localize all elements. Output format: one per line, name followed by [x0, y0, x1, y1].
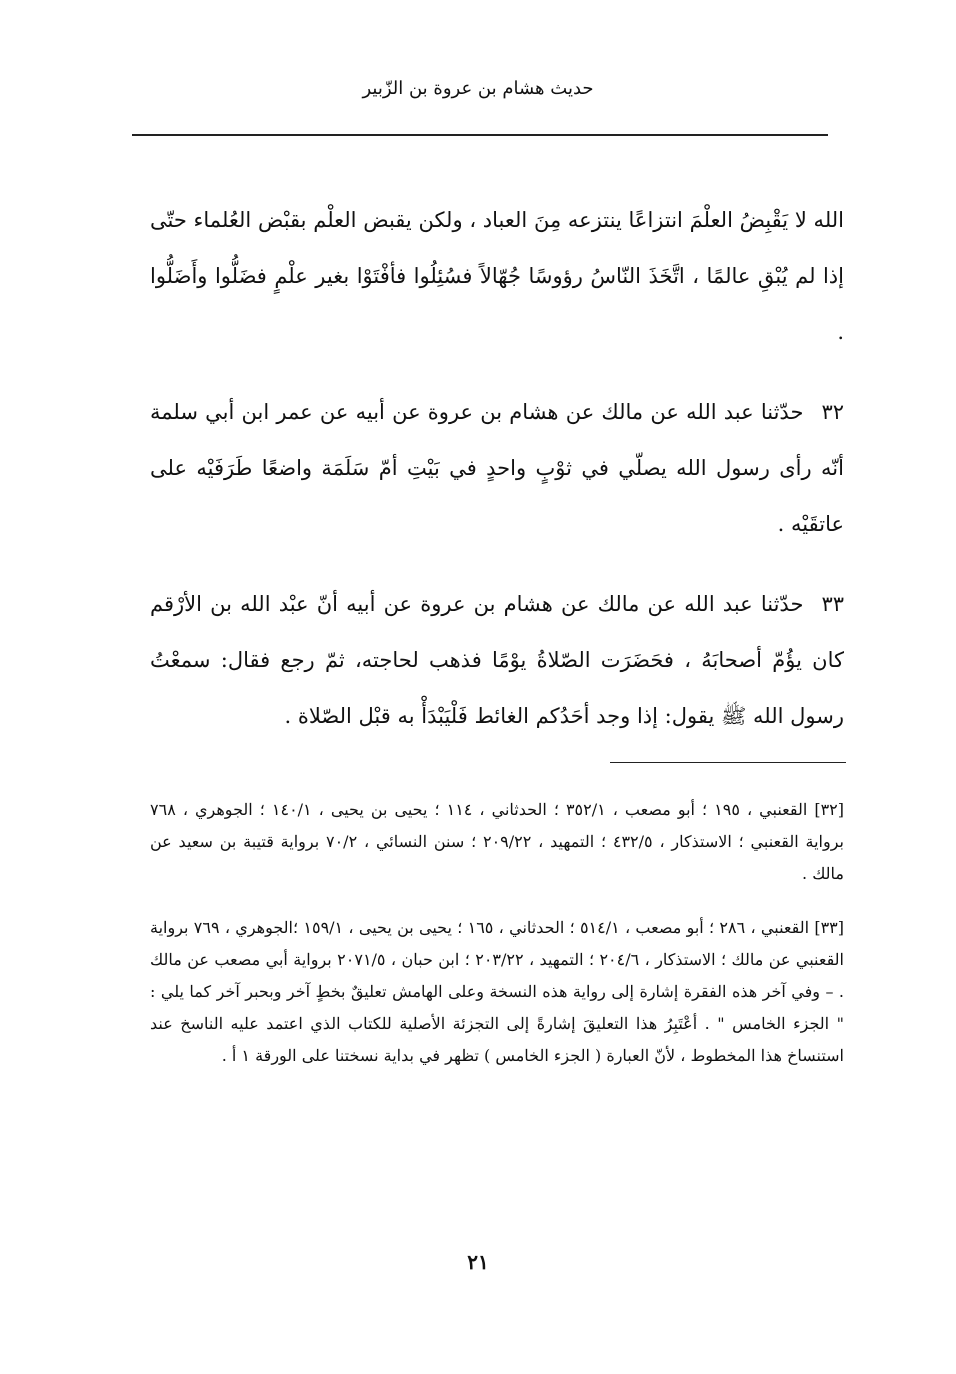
paragraph-text: حدّثنا عبد الله عن مالك عن هشام بن عروة عن أبيه عن عمر ابن أبي سلمة أنّه رأى رسول الله يصلّي في ثوْبٍ واحدٍ في بَيْتِ أمّ سَلَمَة واضعًا طَرَفَيْه على عاتقَيْه . [150, 400, 844, 536]
running-header: حديث هشام بن عروة بن الزّبير [362, 78, 594, 99]
footnotes [150, 794, 844, 1094]
main-text [150, 192, 844, 768]
header-rule [132, 134, 828, 136]
footnote: [٣٢] القعنبي ، ١٩٥ ؛ أبو مصعب ، ٣٥٢/١ ؛ الحدثاني ، ١١٤ ؛ يحيى بن يحيى ، ١٤٠/١ ؛ الجوهري ، ٧٦٨ برواية القعنبي ؛ الاستذكار ، ٤٣٢/٥ ؛ التمهيد ، ٢٠٩/٢٢ ؛ سنن النسائي ، ٧٠/٢ برواية قتيبة بن سعيد عن مالك . [150, 800, 845, 883]
paragraph [150, 384, 844, 552]
paragraph [150, 192, 844, 360]
hadith-number: ٣٢ [821, 400, 844, 424]
footnote-separator [610, 762, 846, 763]
paragraph-text: الله لا يَقْبِضُ العلْمَ انتزاعًا ينتزعه مِنَ العباد ، ولكن يقبض العلْم بقبْض العُلماء حتّى إذا لم يُبْقِ عالمًا ، اتَّخَذَ النّاسُ رؤوسًا جُهّالاً فسُئِلُوا فأفْتَوْا بغير علْمٍ فضَلُّوا وأَضَلُّوا . [150, 208, 844, 344]
hadith-number: ٣٣ [821, 592, 844, 616]
paragraph-text: حدّثنا عبد الله عن مالك عن هشام بن عروة عن أبيه أنّ عبْد الله بن الأرْقم كان يؤُمّ أصحابَهُ ، فحَضَرَت الصّلاةُ يوْمًا فذهب لحاجته، ثمّ رجع فقال: سمعْتُ رسول الله ﷺ يقول: إذا وجد أحَدُكم الغائط فَلْيَبْدَأْ به قبْل الصّلاة . [150, 592, 844, 728]
page-number: ٢١ [467, 1250, 489, 1274]
footnote: [٣٣] القعنبي ، ٢٨٦ ؛ أبو مصعب ، ٥١٤/١ ؛ الحدثاني ، ١٦٥ ؛ يحيى بن يحيى ، ١٥٩/١ ؛الجوهري ، ٧٦٩ برواية القعنبي عن مالك ؛ الاستذكار ، ٢٠٤/٦ ؛ التمهيد ، ٢٠٣/٢٢ ؛ ابن حبان ، ٢٠٧١/٥ برواية أبي مصعب عن مالك . – وفي آخر هذه الفقرة إشارة إلى رواية هذه النسخة وعلى الهامش تعليقٌ بخطٍ آخر وبحبر آخر كما يلي : " الجزء الخامس " . أعْتَبِرُ هذا التعليقَ إشارةً إلى التجزئة الأصلية للكتاب الذي اعتمد عليه الناسخ عند استنساخ هذا المخطوط ، لأنّ العبارة ( الجزء الخامس ) تظهر في بداية نسختنا على الورقة ١ أ . [150, 918, 845, 1065]
paragraph [150, 576, 844, 744]
